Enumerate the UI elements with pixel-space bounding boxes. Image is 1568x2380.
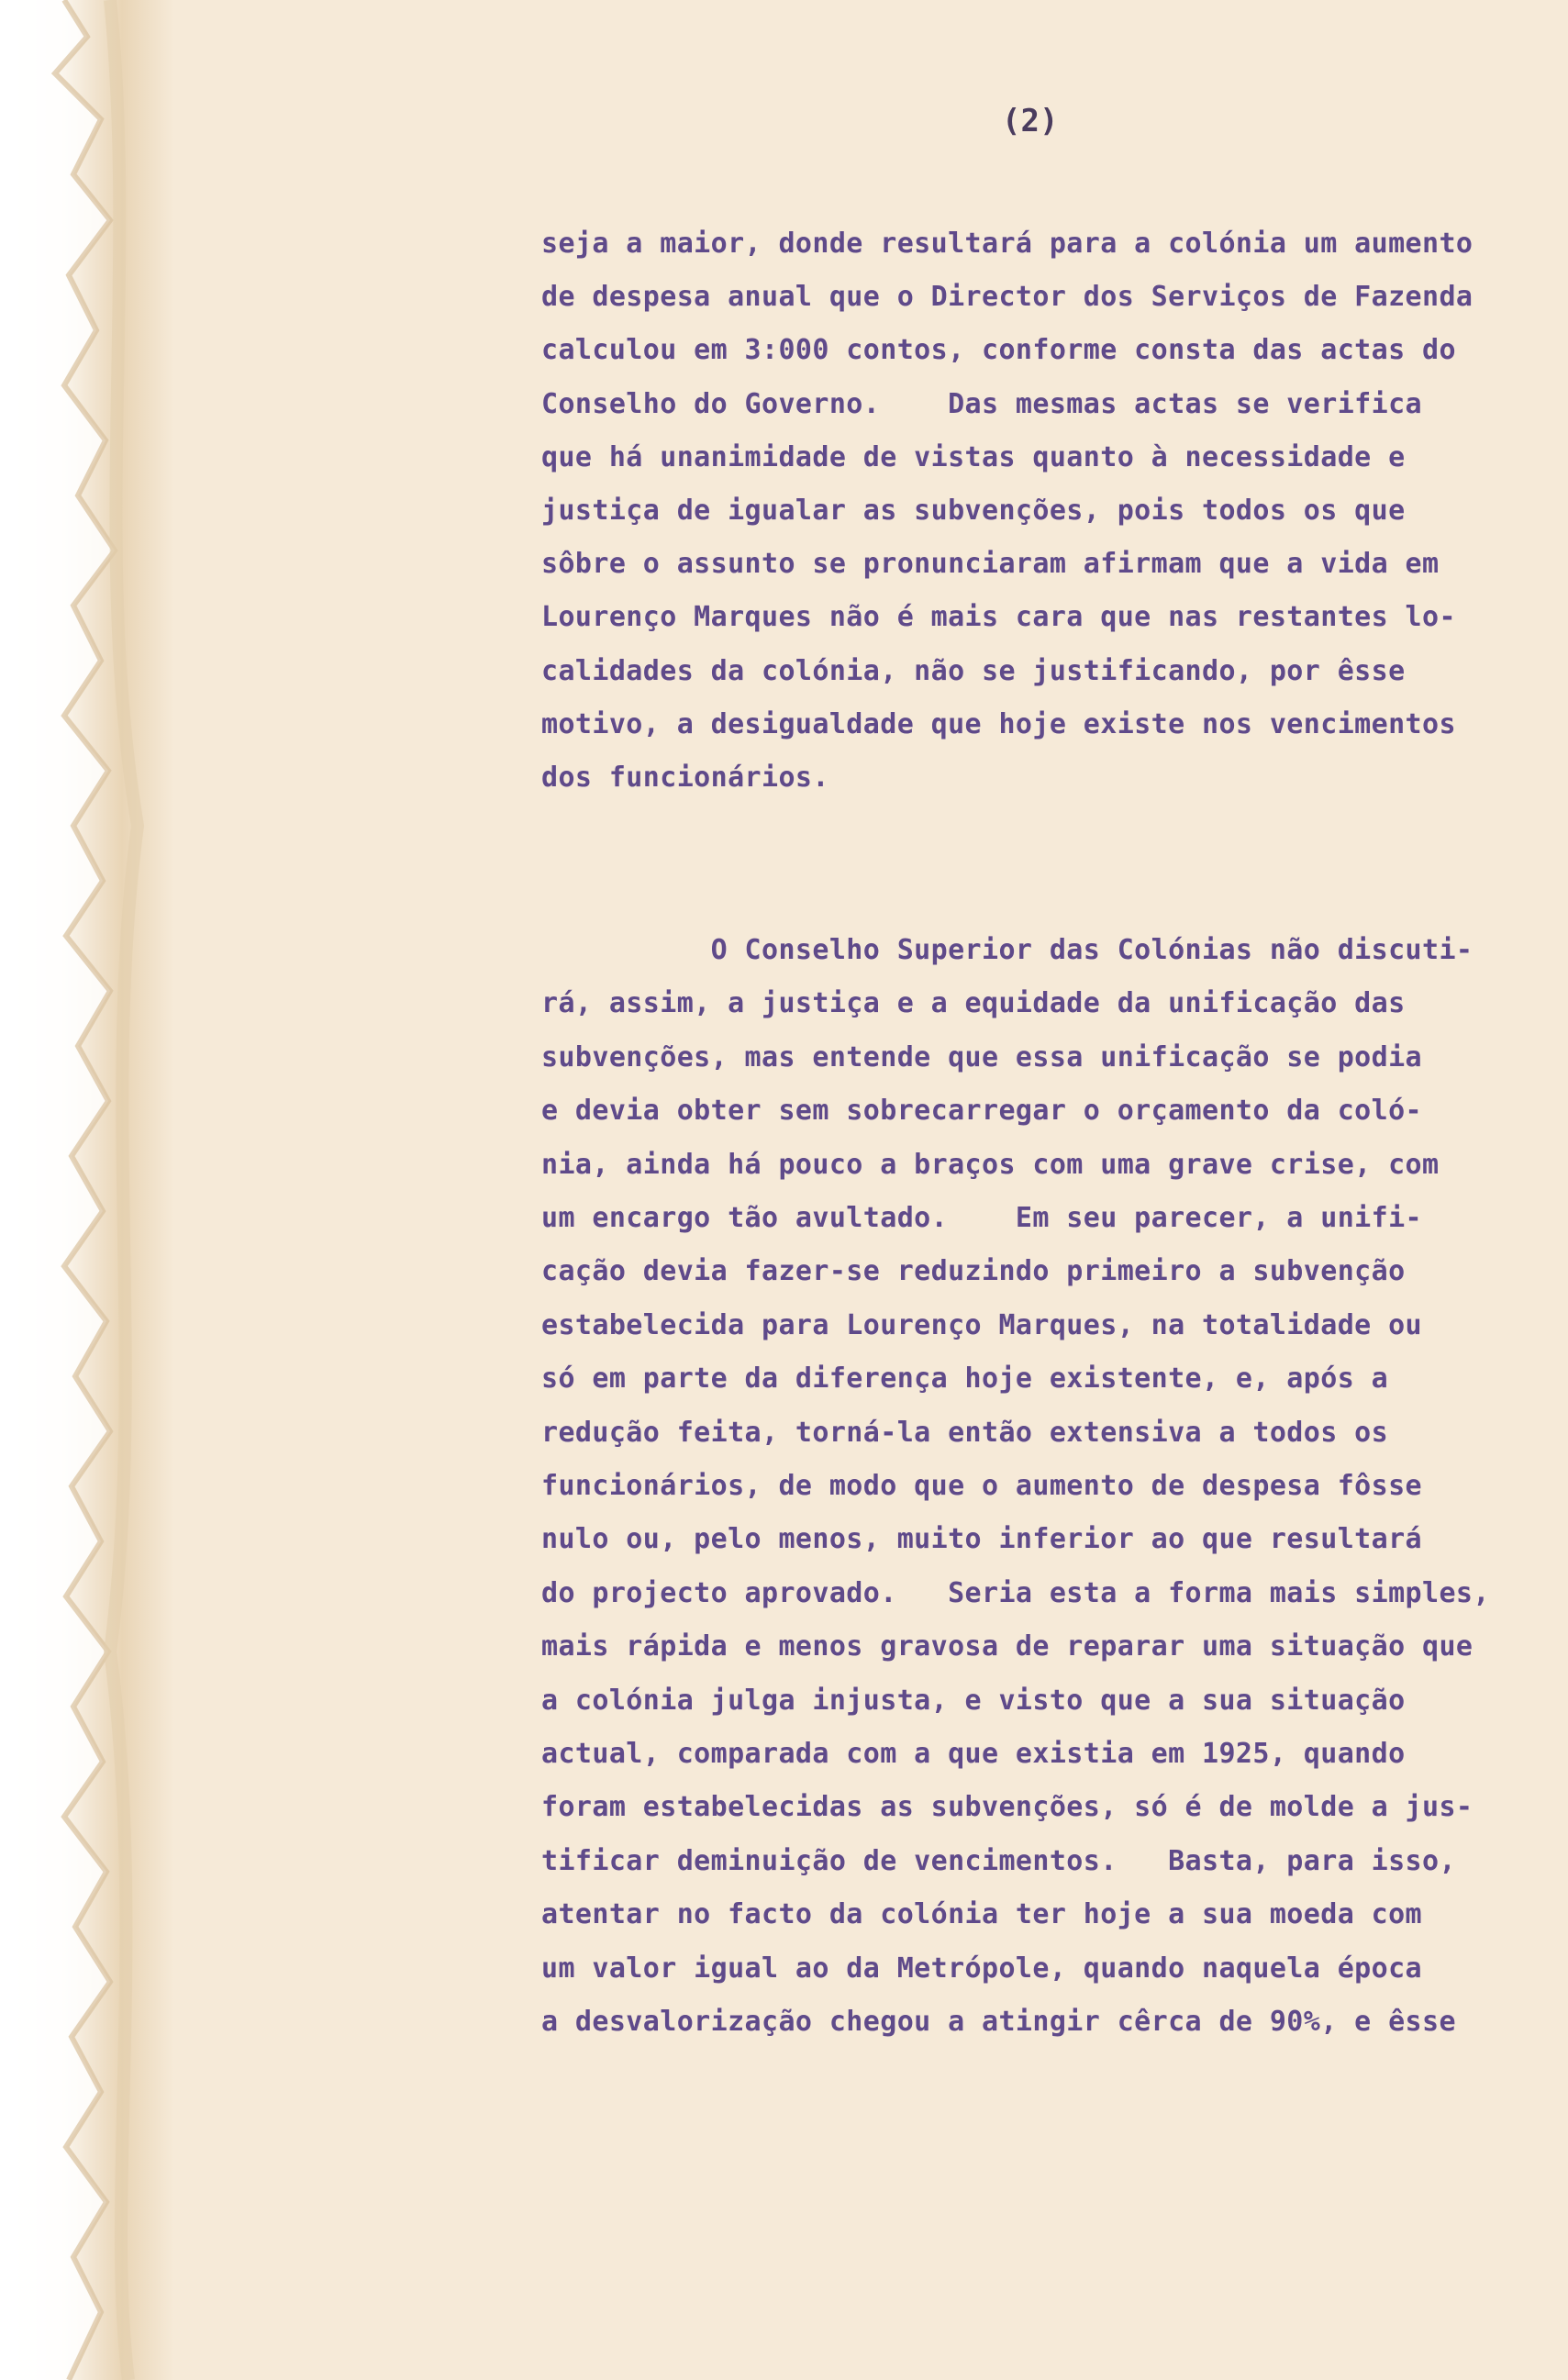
- text-line: foram estabelecidas as subvenções, só é de molde a jus-: [541, 1791, 1473, 1824]
- text-line: um encargo tão avultado. Em seu parecer, a unifi-: [541, 1202, 1422, 1234]
- text-line: funcionários, de modo que o aumento de despesa fôsse: [541, 1470, 1422, 1502]
- page-number: (2): [1002, 103, 1059, 139]
- text-line: nulo ou, pelo menos, muito inferior ao que resultará: [541, 1523, 1422, 1556]
- text-line: justiça de igualar as subvenções, pois todos os que: [541, 495, 1406, 527]
- text-line: a colónia julga injusta, e visto que a sua situação: [541, 1684, 1406, 1717]
- text-line: a desvalorização chegou a atingir cêrca de 90%, e êsse: [541, 2006, 1456, 2038]
- text-line: que há unanimidade de vistas quanto à necessidade e: [541, 440, 1406, 473]
- text-line: subvenções, mas entende que essa unificação se podia: [541, 1040, 1422, 1073]
- text-line: de despesa anual que o Director dos Serviços de Fazenda: [541, 281, 1473, 314]
- text-line: nia, ainda há pouco a braços com uma grave crise, com: [541, 1148, 1440, 1181]
- text-line: actual, comparada com a que existia em 1925, quando: [541, 1738, 1406, 1770]
- text-line: cação devia fazer-se reduzindo primeiro a subvenção: [541, 1255, 1406, 1288]
- text-line: sôbre o assunto se pronunciaram afirmam que a vida em: [541, 548, 1440, 581]
- text-line: motivo, a desigualdade que hoje existe nos vencimentos: [541, 707, 1456, 740]
- text-line: redução feita, torná-la então extensiva a todos os: [541, 1416, 1389, 1449]
- text-line: O Conselho Superior das Colónias não discuti-: [541, 934, 1473, 966]
- text-line: estabelecida para Lourenço Marques, na totalidade ou: [541, 1308, 1422, 1341]
- text-line: rá, assim, a justiça e a equidade da unificação das: [541, 987, 1406, 1020]
- text-line: calidades da colónia, não se justificando, por êsse: [541, 654, 1406, 687]
- torn-margin: [0, 0, 174, 2380]
- text-line: atentar no facto da colónia ter hoje a sua moeda com: [541, 1898, 1422, 1931]
- text-line: dos funcionários.: [541, 762, 829, 794]
- text-line: Lourenço Marques não é mais cara que nas restantes lo-: [541, 601, 1456, 634]
- text-line: e devia obter sem sobrecarregar o orçamento da coló-: [541, 1095, 1422, 1128]
- text-line: calculou em 3:000 contos, conforme consta das actas do: [541, 334, 1456, 367]
- text-line: só em parte da diferença hoje existente, e, após a: [541, 1362, 1389, 1396]
- text-line: Conselho do Governo. Das mesmas actas se verifica: [541, 387, 1422, 420]
- text-line: um valor igual ao da Metrópole, quando naquela época: [541, 1952, 1422, 1985]
- text-line: tificar deminuição de vencimentos. Basta, para isso,: [541, 1844, 1456, 1877]
- text-line: seja a maior, donde resultará para a colónia um aumento: [541, 228, 1473, 260]
- text-line: do projecto aprovado. Seria esta a forma mais simples,: [541, 1576, 1490, 1609]
- text-line: mais rápida e menos gravosa de reparar uma situação que: [541, 1630, 1473, 1663]
